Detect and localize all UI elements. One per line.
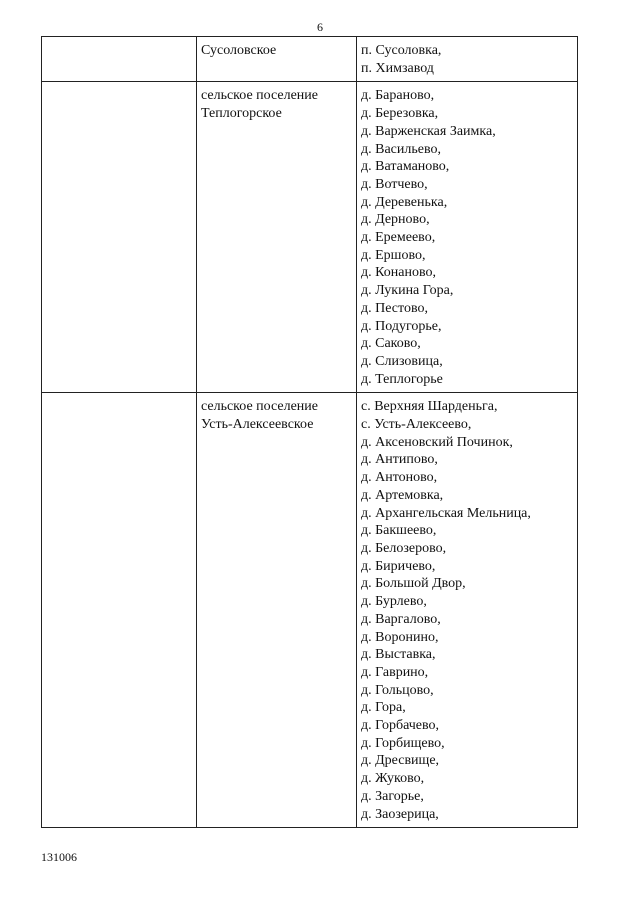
table-row — [42, 393, 578, 828]
settlement-item: д. Гора, — [361, 700, 406, 716]
table-row — [42, 82, 578, 393]
municipality-cell — [197, 82, 357, 393]
empty-cell — [42, 37, 197, 82]
settlement-item: д. Горбачево, — [361, 718, 440, 734]
settlement-item: д. Дерново, — [361, 212, 430, 228]
municipality-name-line: Усть-Алексеевское — [201, 417, 314, 433]
settlement-item: д. Слизовица, — [361, 353, 443, 369]
document-code: 131006 — [41, 850, 77, 864]
settlement-item: с. Верхняя Шарденьга, — [361, 399, 498, 415]
settlement-item: д. Пестово, — [361, 300, 428, 316]
settlement-item: д. Антоново, — [361, 470, 438, 486]
settlement-item: д. Варгалово, — [361, 611, 441, 627]
empty-cell — [42, 393, 197, 828]
municipality-cell — [197, 393, 357, 828]
settlement-item: д. Деревенька, — [361, 194, 448, 210]
settlement-item: д. Гаврино, — [361, 664, 429, 680]
settlement-item: д. Большой Двор, — [361, 576, 466, 592]
settlement-item: д. Бакшеево, — [361, 523, 437, 539]
settlement-item: д. Артемовка, — [361, 487, 444, 503]
settlement-item: д. Бурлево, — [361, 594, 427, 610]
municipality-name-line: сельское поселение — [201, 88, 318, 104]
settlements-cell — [357, 82, 578, 393]
settlement-item: д. Загорье, — [361, 788, 424, 804]
settlement-item: д. Ватаманово, — [361, 159, 450, 175]
municipality-name-line: Сусоловское — [201, 43, 277, 58]
table-row — [42, 37, 578, 82]
settlement-item: д. Выставка, — [361, 647, 436, 663]
page-number: 6 — [317, 20, 323, 34]
settlement-item: п. Химзавод — [361, 60, 434, 76]
settlements-cell — [357, 37, 578, 82]
settlement-item: д. Саково, — [361, 336, 421, 352]
settlement-item: д. Белозерово, — [361, 540, 447, 556]
municipality-name-line: Теплогорское — [201, 106, 282, 122]
settlement-item: д. Жуково, — [361, 771, 425, 787]
empty-cell — [42, 82, 197, 393]
settlements-table — [41, 36, 578, 828]
settlement-item: д. Еремеево, — [361, 230, 436, 246]
settlement-item: д. Антипово, — [361, 452, 438, 468]
municipality-name-line: сельское поселение — [201, 399, 318, 415]
settlement-item: п. Сусоловка, — [361, 43, 442, 58]
settlement-item: д. Заозерица, — [361, 806, 439, 822]
settlement-item: д. Подугорье, — [361, 318, 442, 334]
settlement-item: д. Горбищево, — [361, 735, 445, 751]
settlement-item: д. Конаново, — [361, 265, 436, 281]
settlement-item: д. Архангельская Мельница, — [361, 505, 531, 521]
settlement-item: д. Теплогорье — [361, 371, 443, 387]
settlement-item: д. Васильево, — [361, 141, 441, 157]
settlement-item: д. Ершово, — [361, 247, 426, 263]
table-body — [42, 37, 578, 828]
settlement-item: д. Гольцово, — [361, 682, 434, 698]
settlements-cell — [357, 393, 578, 828]
settlement-item: д. Вотчево, — [361, 176, 428, 192]
settlement-item: д. Дресвище, — [361, 753, 440, 769]
settlement-item: с. Усть-Алексеево, — [361, 417, 472, 433]
settlement-item: д. Аксеновский Починок, — [361, 434, 513, 450]
settlement-item: д. Варженская Заимка, — [361, 123, 496, 139]
settlement-item: д. Воронино, — [361, 629, 439, 645]
settlement-item: д. Березовка, — [361, 106, 439, 122]
settlement-item: д. Биричево, — [361, 558, 436, 574]
municipality-cell — [197, 37, 357, 82]
settlement-item: д. Бараново, — [361, 88, 435, 104]
settlement-item: д. Лукина Гора, — [361, 283, 454, 299]
